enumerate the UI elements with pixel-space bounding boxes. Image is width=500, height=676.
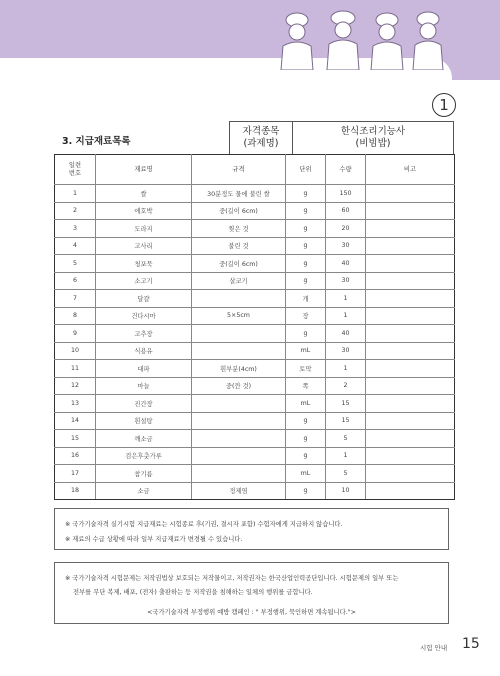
cell-no: 5 xyxy=(55,255,96,273)
cell-note xyxy=(366,482,455,500)
cell-qty: 30 xyxy=(326,342,366,360)
cell-note xyxy=(366,465,455,483)
cell-no: 8 xyxy=(55,307,96,325)
table-row xyxy=(55,272,455,290)
table-header-row xyxy=(55,155,455,185)
cell-spec xyxy=(192,342,286,360)
cell-name: 청포묵 xyxy=(96,255,192,273)
table-row xyxy=(55,255,455,273)
qualification-value: 한식조리기능사 xyxy=(340,126,406,137)
table-row xyxy=(55,325,455,343)
col-header-no: 일련 번호 xyxy=(55,155,96,185)
cell-note xyxy=(366,290,455,308)
cell-unit: g xyxy=(286,482,326,500)
table-row xyxy=(55,430,455,448)
qualification-value-cell xyxy=(293,122,454,155)
cell-name: 진간장 xyxy=(96,395,192,413)
cell-note xyxy=(366,220,455,238)
cell-spec: 중(깐 것) xyxy=(192,377,286,395)
cell-note xyxy=(366,412,455,430)
cell-no: 16 xyxy=(55,447,96,465)
cell-qty: 30 xyxy=(326,237,366,255)
cell-note xyxy=(366,325,455,343)
footer-label: 시험 안내 xyxy=(420,644,448,652)
cell-qty: 1 xyxy=(326,290,366,308)
cell-qty: 60 xyxy=(326,202,366,220)
cell-no: 3 xyxy=(55,220,96,238)
table-row xyxy=(55,412,455,430)
cell-qty: 40 xyxy=(326,255,366,273)
cell-spec: 흰부분(4cm) xyxy=(192,360,286,378)
table-row xyxy=(55,307,455,325)
cell-no: 9 xyxy=(55,325,96,343)
qualification-sublabel: (과제명) xyxy=(243,138,279,149)
table-row xyxy=(55,237,455,255)
cell-unit: g xyxy=(286,185,326,203)
task-name: (비빔밥) xyxy=(355,138,391,149)
cell-name: 소고기 xyxy=(96,272,192,290)
cell-no: 13 xyxy=(55,395,96,413)
cell-spec xyxy=(192,430,286,448)
table-row xyxy=(55,290,455,308)
cell-name: 건다시마 xyxy=(96,307,192,325)
cell-spec xyxy=(192,447,286,465)
cell-name: 소금 xyxy=(96,482,192,500)
table-row xyxy=(55,377,455,395)
qualification-label-cell xyxy=(230,122,293,155)
cell-no: 2 xyxy=(55,202,96,220)
table-row xyxy=(55,447,455,465)
table-row xyxy=(55,465,455,483)
chefs-illustration-icon xyxy=(275,10,450,70)
qualification-table xyxy=(229,121,454,155)
cell-note xyxy=(366,272,455,290)
cell-spec: 중(길이 6cm) xyxy=(192,255,286,273)
cell-unit: mL xyxy=(286,465,326,483)
col-header-unit: 단위 xyxy=(286,155,326,185)
cell-qty: 1 xyxy=(326,447,366,465)
section-title: 3. 지급재료목록 xyxy=(62,136,131,147)
cell-qty: 30 xyxy=(326,272,366,290)
note-line: ※ 재료의 수급 상황에 따라 일부 지급재료가 변경될 수 있습니다. xyxy=(65,536,243,543)
cell-no: 7 xyxy=(55,290,96,308)
cell-note xyxy=(366,185,455,203)
cell-unit: 토막 xyxy=(286,360,326,378)
col-header-note: 비고 xyxy=(366,155,455,185)
table-row xyxy=(55,395,455,413)
table-row xyxy=(55,482,455,500)
cell-name: 대파 xyxy=(96,360,192,378)
table-row xyxy=(55,185,455,203)
campaign-text: <국가기술자격 부정행위 예방 캠페인 : " 부정행위, 묵인하면 계속됩니다."> xyxy=(147,609,356,616)
cell-spec: 5×5cm xyxy=(192,307,286,325)
cell-unit: g xyxy=(286,237,326,255)
table-row xyxy=(55,342,455,360)
cell-unit: g xyxy=(286,430,326,448)
cell-spec xyxy=(192,325,286,343)
cell-qty: 5 xyxy=(326,430,366,448)
cell-no: 4 xyxy=(55,237,96,255)
cell-no: 6 xyxy=(55,272,96,290)
cell-unit: mL xyxy=(286,342,326,360)
cell-name: 도라지 xyxy=(96,220,192,238)
cell-unit: g xyxy=(286,202,326,220)
cell-qty: 5 xyxy=(326,465,366,483)
table-row xyxy=(55,202,455,220)
cell-qty: 1 xyxy=(326,360,366,378)
cell-spec xyxy=(192,290,286,308)
page-number: 15 xyxy=(462,636,480,652)
copyright-notice-box xyxy=(54,562,449,624)
cell-name: 쌀 xyxy=(96,185,192,203)
cell-spec: 찢은 것 xyxy=(192,220,286,238)
cell-no: 14 xyxy=(55,412,96,430)
cell-unit: g xyxy=(286,255,326,273)
cell-unit: g xyxy=(286,220,326,238)
copyright-line: 전부를 무단 복제, 배포, (전자) 출판하는 등 저작권을 침해하는 일체의 행위를 금합니다. xyxy=(73,589,313,596)
cell-note xyxy=(366,342,455,360)
qualification-label: 자격종목 xyxy=(242,126,280,137)
cell-unit: 개 xyxy=(286,290,326,308)
cell-no: 18 xyxy=(55,482,96,500)
cell-name: 식용유 xyxy=(96,342,192,360)
cell-name: 참기름 xyxy=(96,465,192,483)
cell-no: 1 xyxy=(55,185,96,203)
cell-no: 11 xyxy=(55,360,96,378)
cell-note xyxy=(366,202,455,220)
table-row xyxy=(55,360,455,378)
cell-note xyxy=(366,430,455,448)
cell-no: 15 xyxy=(55,430,96,448)
cell-name: 고사리 xyxy=(96,237,192,255)
cell-spec: 살코기 xyxy=(192,272,286,290)
cell-note xyxy=(366,360,455,378)
cell-note xyxy=(366,395,455,413)
cell-qty: 10 xyxy=(326,482,366,500)
cell-note xyxy=(366,307,455,325)
cell-note xyxy=(366,255,455,273)
cell-name: 깨소금 xyxy=(96,430,192,448)
note-line: ※ 국가기술자격 실기시험 지급재료는 시험종료 후(기권, 결시자 포함) 수험자에게 지급하지 않습니다. xyxy=(65,521,343,528)
cell-spec: 정제염 xyxy=(192,482,286,500)
cell-spec: 불린 것 xyxy=(192,237,286,255)
cell-name: 마늘 xyxy=(96,377,192,395)
cell-qty: 15 xyxy=(326,395,366,413)
chapter-number-badge: 1 xyxy=(432,93,456,117)
cell-name: 달걀 xyxy=(96,290,192,308)
col-header-qty: 수량 xyxy=(326,155,366,185)
cell-name: 흰설탕 xyxy=(96,412,192,430)
supply-notes-box xyxy=(54,508,449,550)
cell-note xyxy=(366,447,455,465)
cell-unit: 장 xyxy=(286,307,326,325)
cell-qty: 20 xyxy=(326,220,366,238)
cell-unit: g xyxy=(286,272,326,290)
cell-qty: 150 xyxy=(326,185,366,203)
cell-name: 검은후춧가루 xyxy=(96,447,192,465)
cell-spec: 중(길이 6cm) xyxy=(192,202,286,220)
cell-unit: 쪽 xyxy=(286,377,326,395)
cell-name: 애호박 xyxy=(96,202,192,220)
materials-table xyxy=(54,154,455,500)
cell-unit: mL xyxy=(286,395,326,413)
cell-spec xyxy=(192,395,286,413)
cell-qty: 15 xyxy=(326,412,366,430)
cell-name: 고추장 xyxy=(96,325,192,343)
cell-qty: 40 xyxy=(326,325,366,343)
col-header-spec: 규격 xyxy=(192,155,286,185)
col-header-name: 재료명 xyxy=(96,155,192,185)
cell-note xyxy=(366,237,455,255)
cell-note xyxy=(366,377,455,395)
cell-qty: 1 xyxy=(326,307,366,325)
table-row xyxy=(55,220,455,238)
cell-qty: 2 xyxy=(326,377,366,395)
cell-no: 10 xyxy=(55,342,96,360)
cell-spec: 30분정도 물에 불린 쌀 xyxy=(192,185,286,203)
copyright-line: ※ 국가기술자격 시험문제는 저작권법상 보호되는 저작물이고, 저작권자는 한국산업인력공단입니다. 시험문제의 일부 또는 xyxy=(65,575,399,582)
cell-spec xyxy=(192,412,286,430)
cell-unit: g xyxy=(286,447,326,465)
cell-unit: g xyxy=(286,412,326,430)
cell-no: 12 xyxy=(55,377,96,395)
cell-spec xyxy=(192,465,286,483)
cell-unit: g xyxy=(286,325,326,343)
cell-no: 17 xyxy=(55,465,96,483)
